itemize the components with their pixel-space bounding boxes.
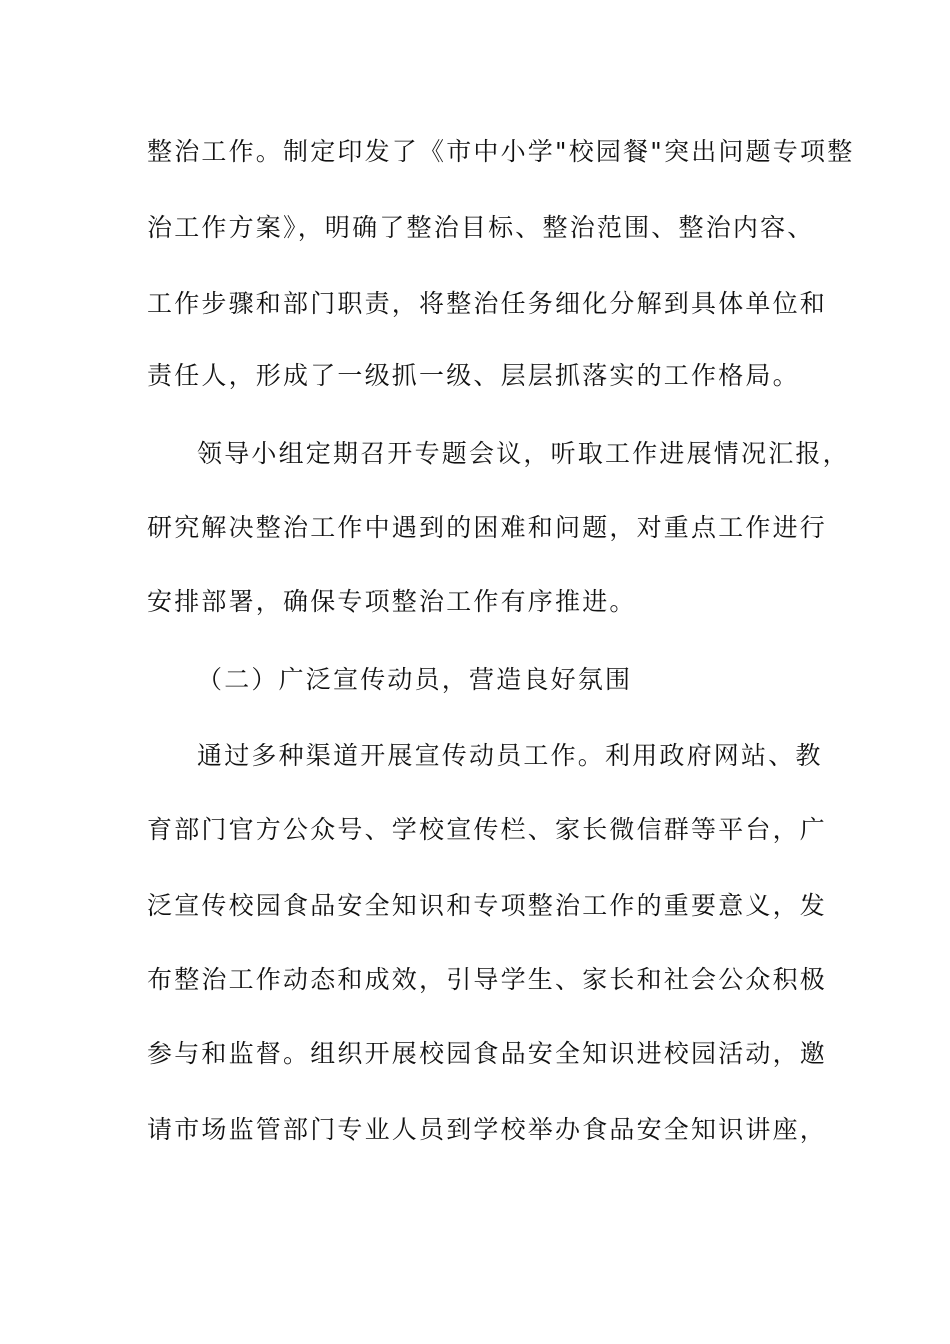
text-line: 泛宣传校园食品安全知识和专项整治工作的重要意义，发 [147, 891, 828, 920]
text-line: 整治工作。制定印发了《市中小学"校园餐"突出问题专项整 [147, 137, 855, 166]
text-line: 通过多种渠道开展宣传动员工作。利用政府网站、教 [197, 741, 823, 770]
text-line: 安排部署，确保专项整治工作有序推进。 [147, 587, 637, 616]
text-line: 育部门官方公众号、学校宣传栏、家长微信群等平台，广 [147, 815, 828, 844]
text-line: 治工作方案》，明确了整治目标、整治范围、整治内容、 [147, 213, 815, 242]
text-line: 领导小组定期召开专题会议，听取工作进展情况汇报， [197, 439, 850, 468]
text-line: 布整治工作动态和成效，引导学生、家长和社会公众积极 [147, 965, 828, 994]
text-line: 参与和监督。组织开展校园食品安全知识进校园活动，邀 [147, 1039, 828, 1068]
text-line: 责任人，形成了一级抓一级、层层抓落实的工作格局。 [147, 361, 800, 390]
text-line: 请市场监管部门专业人员到学校举办食品安全知识讲座， [147, 1115, 828, 1144]
text-line: 工作步骤和部门职责，将整治任务细化分解到具体单位和 [147, 289, 828, 318]
text-line: 研究解决整治工作中遇到的困难和问题，对重点工作进行 [147, 513, 828, 542]
section-heading: （二）广泛宣传动员，营造良好氛围 [197, 665, 633, 694]
